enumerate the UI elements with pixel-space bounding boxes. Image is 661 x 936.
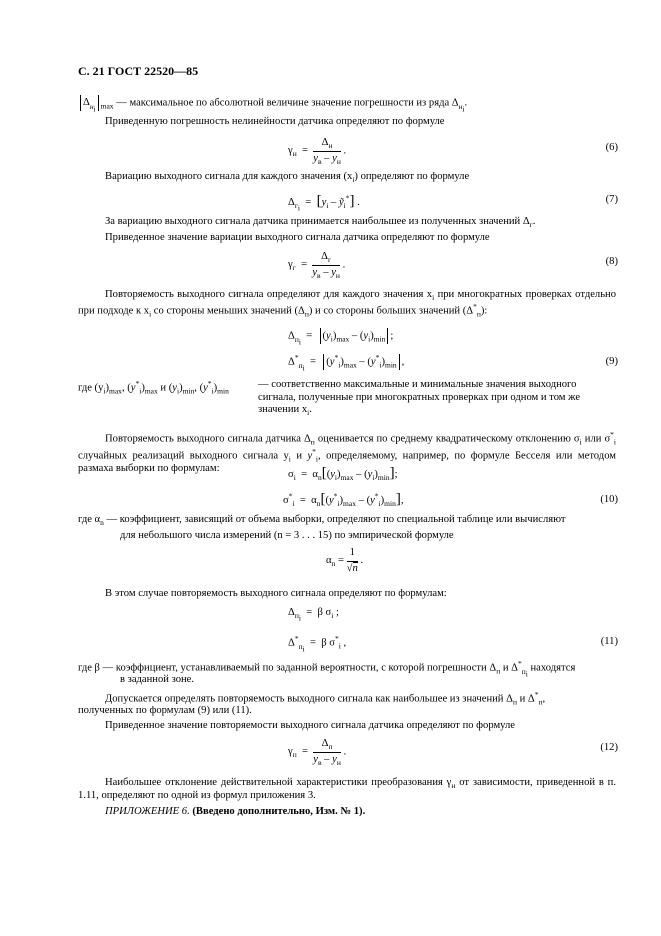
appendix-note-italic: ПРИЛОЖЕНИЕ 6.	[105, 806, 190, 817]
equation-11b: $\Delta^*_{п_i} = \beta$ $\sigma^*_i$ ,	[288, 634, 347, 654]
equation-12-number: (12)	[600, 742, 618, 753]
where-9-description: — соответственно максимальные и минимальные значения выходного сигнала, полученные при многократных проверках при одном и том же значении $x_i$.	[258, 379, 581, 418]
equation-11-number: (11)	[600, 636, 618, 647]
para-repeatability: Повторяемость выходного сигнала определяют для каждого значения $x_i$ при многократных проверках отдельно при подходе к $x_i$ со стороны меньших значений $(\Delta_п)$ и со стороны больших значений $(\Delta^*_п)$:	[78, 289, 616, 319]
equation-10b: $\sigma^*_i = \alpha_n[(y^*_i)_{max} - (y^*_i)_{min}]$,	[283, 491, 404, 509]
where-10: где $\alpha_n$ — коэффициент, зависящий от объема выборки, определяют по специальной таблице или вычисляют	[78, 514, 566, 528]
equation-10a: $\sigma_i = \alpha_n[(y_i)_{max} - (y_i)_{min}]$;	[288, 465, 398, 483]
page-header: С. 21 ГОСТ 22520—85	[78, 64, 199, 78]
equation-6: $\gamma_н$ = $\frac{\Delta_н}{y_в - y_н}$ .	[288, 137, 347, 167]
where-9-lead: где $(y_i)_{max}$, $(y^*_i)_{max}$ и $(y_i)_{min}$, $(y^*_i)_{min}$	[78, 379, 229, 396]
equation-7-number: (7)	[605, 194, 618, 205]
equation-12: $\gamma_п$ = $\frac{\Delta_п}{y_в - y_н}$ .	[288, 738, 347, 768]
para-nonlinearity: Приведенную погрешность нелинейности датчика определяют по формуле	[105, 116, 445, 127]
alpha-formula: $\alpha_n$ = $\frac{1}{√n}$ .	[326, 547, 364, 574]
equation-7: $\Delta_{г_i} = [y_i$ – ỹ$_i$*] .	[288, 193, 360, 213]
para-variation-reduced: Приведенное значение вариации выходного сигнала датчика определяют по формуле	[105, 232, 490, 243]
para-this-case: В этом случае повторяемость выходного сигнала определяют по формулам:	[105, 588, 447, 599]
para-repeat-reduced: Приведенное значение повторяемости выходного сигнала датчика определяют по формуле	[105, 720, 516, 731]
para-max-deviation: Наибольшее отклонение действительной характеристики преобразования $\gamma_н$ от зависимости, приведенной в п. 1.11, определяют по одной из формул приложения 3.	[78, 777, 617, 802]
equation-6-number: (6)	[605, 142, 618, 153]
para-variation: Вариацию выходного сигнала для каждого значения $(x_i)$ определяют по формуле	[105, 171, 470, 185]
appendix-note	[105, 806, 365, 819]
equation-9a: $\Delta_{п_i} = (y_i)_{max} - (y_i)_{min}$ ;	[288, 328, 393, 346]
appendix-note-bold: (Введено дополнительно, Изм. № 1).	[189, 806, 366, 817]
para-allowed-cont: полученных по формулам (9) или (11).	[78, 705, 252, 716]
para-variation-max: За вариацию выходного сигнала датчика принимается наибольшее из полученных значений $\Delta_г$.	[105, 216, 536, 230]
equation-8-number: (8)	[605, 256, 618, 267]
where-11-continuation: в заданной зоне.	[120, 674, 195, 685]
equation-11a: $\Delta_{п_i} = \beta$ $\sigma_i$ ;	[288, 607, 339, 623]
equation-10-number: (10)	[600, 494, 618, 505]
equation-9b: $\Delta^*_{п_i} = (y^*_i)_{max} - (y^*_i)_{min}$ ,	[288, 353, 405, 373]
abs-max-line: $\Delta_{н_i}$ $_{max}$ — максимальное по абсолютной величине значение погрешности из ряда $\Delta_{н_i}$.	[78, 95, 467, 113]
equation-9-number: (9)	[605, 356, 618, 367]
abs-max-text: — максимальное по абсолютной величине значение погрешности из ряда Δ	[116, 97, 459, 109]
equation-8: $\gamma_г$ = $\frac{\Delta_г}{y_в - y_н}$ .	[288, 251, 346, 281]
para-allowed: Допускается определять повторяемость выходного сигнала как наибольшее из значений $\Delta_п$ и $\Delta^*_п$,	[105, 690, 546, 707]
where-11: где β — коэффициент, устанавливаемый по заданной вероятности, с которой погрешности $\Delta_п$ и $\Delta^*_{п_i}$ находятся	[78, 659, 576, 679]
where-10-continuation: для небольшого числа измерений (n = 3 . . . 15) по эмпирической формуле	[120, 530, 454, 541]
para-sigma: Повторяемость выходного сигнала датчика $\Delta_п$ оценивается по среднему квадратическому отклонению $\sigma_i$ или $\sigma^*_i$ случайных реализаций выходного сигнала $y_i$ и $y^*_i$, определяемому, например, по формуле Бесселя или методом размаха выборки по формулам:	[78, 430, 616, 475]
